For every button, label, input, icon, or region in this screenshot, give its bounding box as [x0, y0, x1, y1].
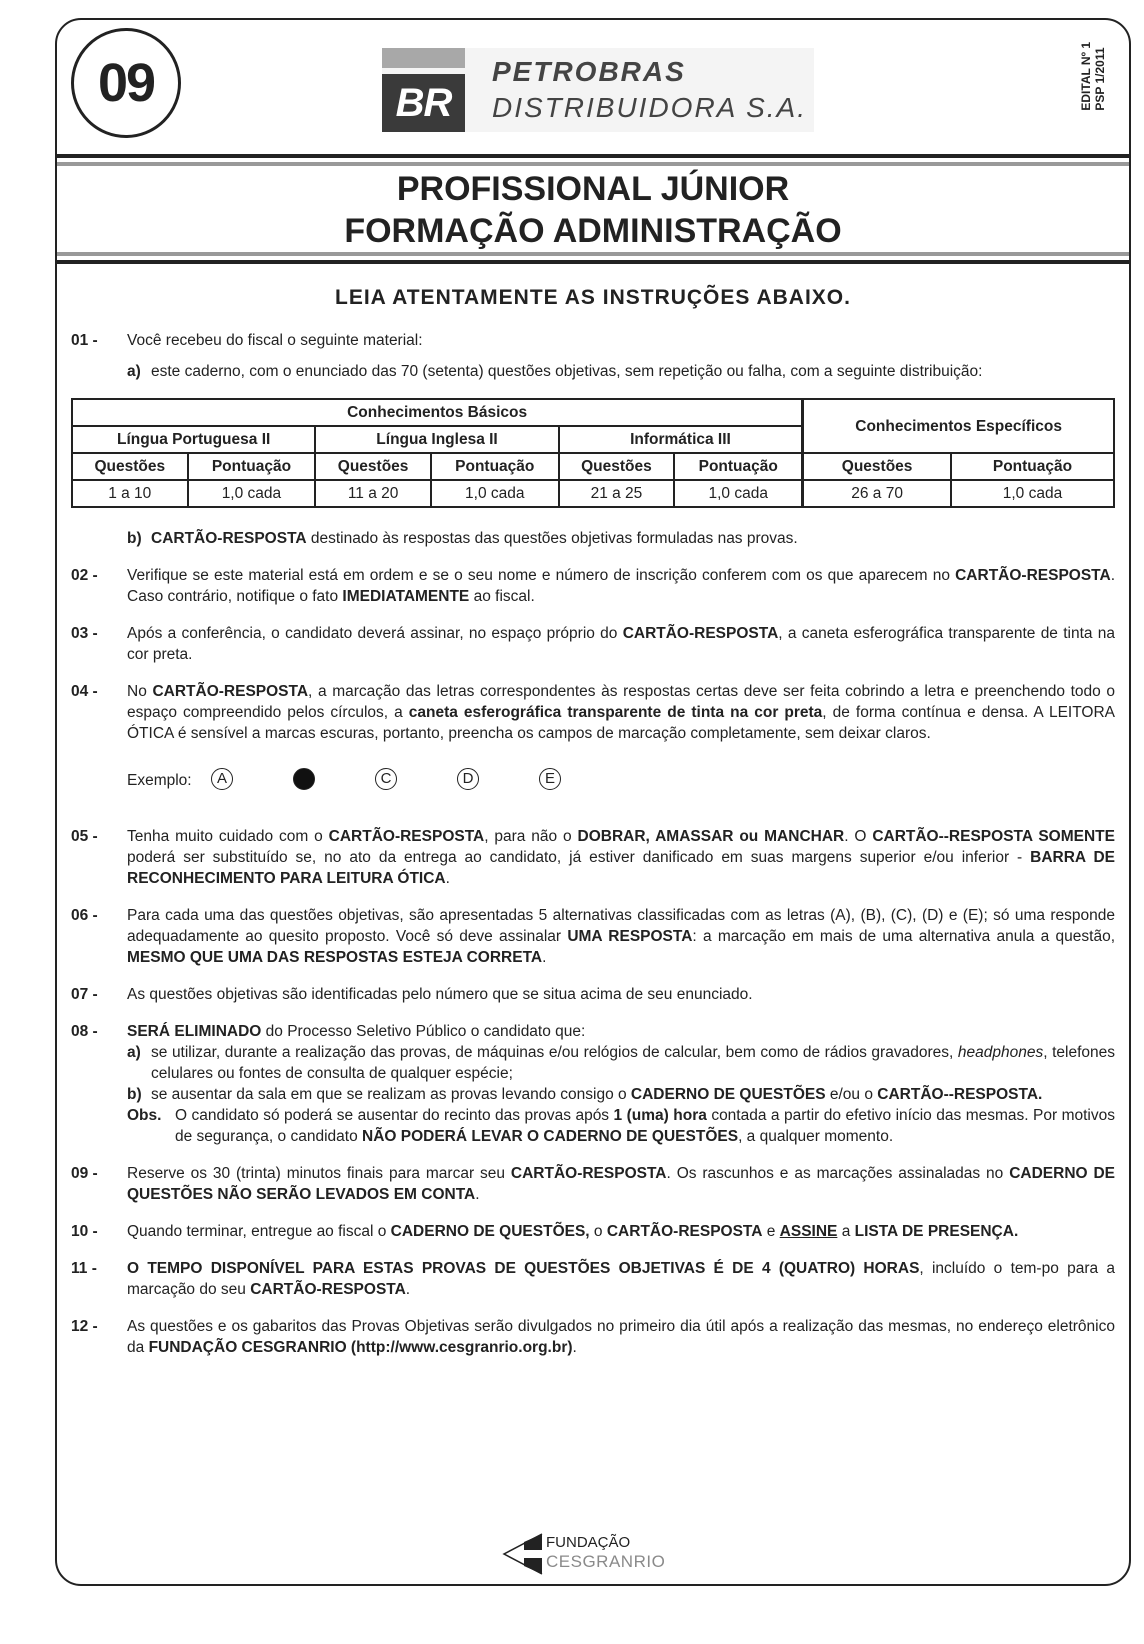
text: , a qualquer momento. [738, 1128, 894, 1145]
item-number: 12 - [71, 1318, 98, 1335]
text: poderá ser substituído se, no ato da entrega ao candidato, já estiver danificado em suas margens superior e/ou inferior - [127, 849, 1031, 866]
text: , telefones celulares ou fontes de consulta de qualquer espécie; [151, 1044, 1115, 1082]
item-number: 04 - [71, 683, 98, 700]
bold-text: IMEDIATAMENTE [342, 588, 470, 605]
title-line1: PROFISSIONAL JÚNIOR [396, 170, 790, 208]
text: Tenha muito cuidado com o [127, 828, 329, 845]
instruction-02 [71, 565, 1115, 607]
table-header-score: Pontuação [674, 453, 803, 480]
sub-item-a [127, 361, 1115, 382]
table-header-questions: Questões [72, 453, 188, 480]
bold-text: CARTÃO-RESPOSTA [328, 828, 485, 845]
text: . [542, 949, 547, 966]
text: e/ou o [825, 1086, 878, 1103]
text: . [445, 870, 450, 887]
logo-bar [382, 48, 465, 68]
text: . [475, 1186, 480, 1203]
instruction-06 [71, 905, 1115, 968]
text: No [127, 683, 153, 700]
table-cell-questions: 26 a 70 [803, 480, 951, 507]
table-group-basic: Conhecimentos Básicos [72, 399, 803, 426]
bold-text: CARTÃO-RESPOSTA [510, 1165, 667, 1182]
bold-text: CARTÃO-RESPOSTA [151, 530, 307, 547]
text: , para não o [484, 828, 578, 845]
text: , a marcação das letras correspondentes às respostas certas deve ser feita cobrindo a letra e preenchendo todo o espaço compreendido pelos círculos, a [127, 683, 1115, 721]
bold-text: FUNDAÇÃO CESGRANRIO (http://www.cesgranrio.org.br) [148, 1339, 573, 1356]
table-row [72, 480, 1114, 507]
instruction-11 [71, 1258, 1115, 1300]
br-logo-icon [382, 48, 465, 132]
item-number: 11 - [71, 1260, 97, 1277]
item-number: 09 - [71, 1165, 98, 1182]
table-header-score: Pontuação [951, 453, 1114, 480]
item-number: 07 - [71, 986, 98, 1003]
text: a [837, 1223, 855, 1240]
bold-text: CARTÃO-RESPOSTA [622, 625, 779, 642]
text: contada a partir do efetivo início das mesmas. Por motivos de segurança, o candidato [175, 1107, 1116, 1145]
table-group-specific: Conhecimentos Específicos [803, 399, 1114, 453]
sub-item-a [127, 1042, 1115, 1084]
table-cell-questions: 11 a 20 [315, 480, 431, 507]
sub-label: b) [127, 530, 142, 547]
petrobras-logo [382, 48, 814, 132]
company-name-line2: DISTRIBUIDORA S.A. [492, 92, 808, 123]
title-line2: FORMAÇÃO ADMINISTRAÇÃO [344, 212, 842, 250]
bold-text: CARTÃO-RESPOSTA [152, 683, 309, 700]
table-subject: Língua Portuguesa II [72, 426, 315, 453]
bold-underlined-text: ASSINE [779, 1223, 838, 1240]
marking-example [127, 762, 1115, 802]
sub-item-b [127, 528, 1115, 549]
bold-text: SERÁ ELIMINADO [127, 1023, 262, 1040]
text: se utilizar, durante a realização das provas, de máquinas e/ou relógios de calcular, bem como de rádios gravadores, [151, 1044, 958, 1061]
logo-mark-text: BR [382, 74, 465, 132]
instructions [71, 330, 1115, 1374]
edital-label [1079, 42, 1107, 111]
divider [57, 154, 1129, 158]
bold-text: CADERNO DE QUESTÕES, [390, 1223, 590, 1240]
text: , incluído o tem-po para a marcação do seu [127, 1260, 1115, 1298]
cesgranrio-arrow-icon [502, 1532, 546, 1576]
table-cell-questions: 21 a 25 [559, 480, 675, 507]
header [57, 20, 1129, 160]
text: : a marcação em mais de uma alternativa anula a questão, [692, 928, 1115, 945]
text: , de forma contínua e densa. A LEITORA ÓTICA é sensível a marcas escuras, portanto, preencha os campos de marcação completamente, sem deixar claros. [127, 704, 1115, 742]
table-header-questions: Questões [315, 453, 431, 480]
table-cell-score: 1,0 cada [188, 480, 316, 507]
question-distribution-table [71, 398, 1115, 508]
option-a-bubble-icon: A [211, 768, 233, 790]
text: Reserve os 30 (trinta) minutos finais para marcar seu [127, 1165, 511, 1182]
text: . [405, 1281, 411, 1298]
table-header-score: Pontuação [188, 453, 316, 480]
edital-line2: PSP 1/2011 [1093, 47, 1107, 111]
sub-item-b [127, 1084, 1115, 1105]
text: Após a conferência, o candidato deverá assinar, no espaço próprio do [127, 625, 623, 642]
booklet-number: 09 [71, 28, 181, 138]
edital-line1: EDITAL Nº 1 [1079, 42, 1093, 111]
table-cell-score: 1,0 cada [431, 480, 559, 507]
instruction-12 [71, 1316, 1115, 1358]
bold-text: caneta esferográfica transparente de tinta na cor preta [408, 704, 823, 721]
table-header-questions: Questões [803, 453, 951, 480]
table-cell-questions: 1 a 10 [72, 480, 188, 507]
bold-text: CADERNO DE QUESTÕES [630, 1086, 826, 1103]
instruction-05 [71, 826, 1115, 889]
text: As questões e os gabaritos das Provas Objetivas serão divulgados no primeiro dia útil após a realização das mesmas, no endereço eletrônico da [127, 1318, 1115, 1356]
table-subject: Informática III [559, 426, 803, 453]
text: destinado às respostas das questões objetivas formuladas nas provas. [306, 530, 798, 547]
instruction-07 [71, 984, 1115, 1005]
text: ao fiscal. [469, 588, 535, 605]
option-b-filled-bubble-icon [293, 768, 315, 790]
table-header-score: Pontuação [431, 453, 559, 480]
text: Verifique se este material está em ordem e se o seu nome e número de inscrição conferem com os que aparecem no [127, 567, 956, 584]
instructions-heading: LEIA ATENTAMENTE AS INSTRUÇÕES ABAIXO. [335, 286, 851, 309]
text: O candidato só poderá se ausentar do recinto das provas após [175, 1107, 614, 1124]
table-subject: Língua Inglesa II [315, 426, 558, 453]
instruction-09 [71, 1163, 1115, 1205]
instruction-10 [71, 1221, 1115, 1242]
instruction-01-b [71, 528, 1115, 549]
table-cell-score: 1,0 cada [674, 480, 803, 507]
option-e-bubble-icon: E [539, 768, 561, 790]
example-label: Exemplo: [127, 772, 192, 789]
text: . O [844, 828, 873, 845]
bold-text: O TEMPO DISPONÍVEL PARA ESTAS PROVAS DE QUESTÕES OBJETIVAS É DE 4 (QUATRO) HORAS [127, 1260, 920, 1277]
bold-text: NÃO PODERÁ LEVAR O CADERNO DE QUESTÕES [362, 1128, 739, 1145]
divider [57, 260, 1129, 264]
sub-label: a) [127, 1044, 141, 1061]
bold-text: CARTÃO-RESPOSTA [606, 1223, 763, 1240]
text: . Os rascunhos e as marcações assinaladas no [666, 1165, 1010, 1182]
italic-text: headphones [957, 1044, 1044, 1061]
bold-text: CARTÃO-RESPOSTA [250, 1281, 406, 1298]
bold-text: CARTÃO--RESPOSTA. [877, 1086, 1043, 1103]
instruction-01 [71, 330, 1115, 382]
bold-text: MESMO QUE UMA DAS RESPOSTAS ESTEJA CORRETA [127, 949, 543, 966]
table-header-questions: Questões [559, 453, 675, 480]
text: As questões objetivas são identificadas pelo número que se situa acima de seu enunciado. [127, 986, 753, 1003]
bold-text: LISTA DE PRESENÇA. [854, 1223, 1019, 1240]
item-number: 03 - [71, 625, 98, 642]
item-number: 02 - [71, 567, 98, 584]
org-name-line2: CESGRANRIO [546, 1552, 666, 1571]
item-number: 06 - [71, 907, 98, 924]
text: o [589, 1223, 607, 1240]
divider [57, 252, 1129, 256]
bold-text: UMA RESPOSTA [567, 928, 693, 945]
page-title [57, 168, 1129, 252]
org-name-line1: FUNDAÇÃO [546, 1534, 631, 1551]
bold-text: CADERNO DE QUESTÕES NÃO SERÃO LEVADOS EM CONTA [127, 1165, 1115, 1203]
text: se ausentar da sala em que se realizam as provas levando consigo o [151, 1086, 631, 1103]
sub-label: b) [127, 1086, 142, 1103]
sub-text: este caderno, com o enunciado das 70 (setenta) questões objetivas, sem repetição ou falha, com a seguinte distribuição: [151, 363, 983, 380]
text: , a caneta esferográfica transparente de tinta na cor preta. [127, 625, 1115, 663]
item-text: Você recebeu do fiscal o seguinte material: [127, 332, 423, 349]
page-frame [55, 18, 1131, 1586]
text: . Caso contrário, notifique o fato [127, 567, 1115, 605]
text: e [762, 1223, 780, 1240]
table-cell-score: 1,0 cada [951, 480, 1114, 507]
observation [127, 1105, 1115, 1147]
item-number: 10 - [71, 1223, 98, 1240]
obs-label: Obs. [127, 1107, 162, 1124]
company-name-line1: PETROBRAS [492, 56, 686, 87]
item-number: 08 - [71, 1023, 98, 1040]
bold-text: 1 (uma) hora [613, 1107, 707, 1124]
option-d-bubble-icon: D [457, 768, 479, 790]
item-number: 01 - [71, 332, 98, 349]
option-c-bubble-icon: C [375, 768, 397, 790]
item-number: 05 - [71, 828, 98, 845]
sub-label: a) [127, 363, 141, 380]
instruction-03 [71, 623, 1115, 665]
bold-text: BARRA DE RECONHECIMENTO PARA LEITURA ÓTICA [127, 849, 1115, 887]
bold-text: CARTÃO--RESPOSTA SOMENTE [872, 828, 1115, 845]
instruction-04 [71, 681, 1115, 744]
text: do Processo Seletivo Público o candidato que: [261, 1023, 586, 1040]
text: Para cada uma das questões objetivas, são apresentadas 5 alternativas classificadas com as letras (A), (B), (C), (D) e (E); só uma responde adequadamente ao quesito proposto. Você só deve assinalar [127, 907, 1115, 945]
bold-text: CARTÃO-RESPOSTA [955, 567, 1111, 584]
cesgranrio-logo [502, 1532, 666, 1576]
text: Quando terminar, entregue ao fiscal o [127, 1223, 391, 1240]
divider [57, 162, 1129, 166]
bold-text: DOBRAR, AMASSAR ou MANCHAR [577, 828, 845, 845]
text: . [572, 1339, 577, 1356]
instruction-08 [71, 1021, 1115, 1147]
